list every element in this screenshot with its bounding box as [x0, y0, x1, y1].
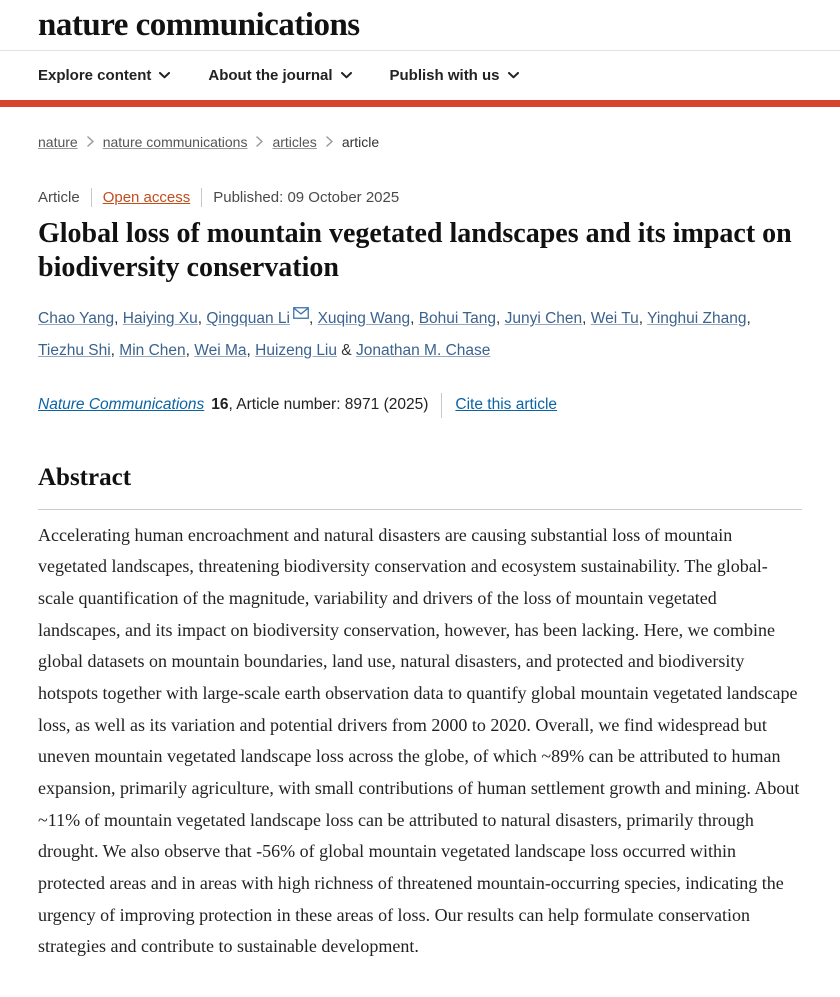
main-content: [0, 133, 840, 969]
breadcrumb-articles[interactable]: articles: [272, 133, 317, 150]
volume-number: 16: [211, 396, 229, 414]
author-separator: ,: [495, 310, 505, 328]
author-separator: ,: [638, 310, 648, 328]
author-separator: ,: [197, 310, 207, 328]
journal-link[interactable]: Nature Communications: [38, 396, 205, 414]
author-link[interactable]: Min Chen: [119, 341, 186, 359]
author-separator: ,: [114, 310, 123, 328]
author-link[interactable]: Jonathan M. Chase: [355, 341, 491, 359]
email-icon[interactable]: [293, 299, 309, 331]
main-nav: [0, 50, 840, 100]
abstract-section: [38, 464, 802, 969]
cite-this-article-link[interactable]: Cite this article: [455, 396, 558, 414]
author-link[interactable]: Tiezhu Shi: [38, 341, 111, 359]
author-link[interactable]: Junyi Chen: [504, 310, 583, 328]
chevron-right-icon: [256, 136, 263, 147]
breadcrumb-nature-communications[interactable]: nature communications: [102, 133, 248, 150]
citation-line: [38, 393, 802, 418]
author-link[interactable]: Bohui Tang: [418, 310, 496, 328]
author-link[interactable]: Wei Tu: [590, 310, 639, 328]
author-link[interactable]: Qingquan Li: [206, 310, 290, 328]
author-separator: ,: [246, 341, 256, 359]
breadcrumb-article: article: [341, 133, 380, 150]
divider: [201, 188, 202, 207]
author-separator: ,: [308, 310, 318, 328]
chevron-down-icon: [508, 72, 519, 79]
author-list: [38, 303, 802, 367]
author-separator: &: [337, 341, 356, 359]
breadcrumb: [38, 133, 802, 151]
author-separator: ,: [582, 310, 591, 328]
nav-explore-content[interactable]: [38, 67, 170, 84]
author-separator: ,: [746, 310, 751, 328]
published-date: Published: 09 October 2025: [213, 188, 400, 206]
nav-item-label: Publish with us: [389, 66, 500, 84]
journal-logo[interactable]: nature communications: [38, 7, 360, 43]
author-link[interactable]: Wei Ma: [194, 341, 247, 359]
divider: [441, 393, 442, 418]
chevron-down-icon: [159, 72, 170, 79]
article-type-label: Article: [38, 188, 80, 206]
section-divider: [38, 509, 802, 510]
site-header: [0, 0, 840, 50]
chevron-down-icon: [341, 72, 352, 79]
author-link[interactable]: Chao Yang: [38, 310, 115, 328]
abstract-heading: Abstract: [38, 463, 132, 491]
author-link[interactable]: Huizeng Liu: [255, 341, 337, 359]
author-separator: ,: [410, 310, 419, 328]
article-number-text: , Article number: 8971 (2025): [228, 396, 429, 414]
chevron-right-icon: [326, 136, 333, 147]
author-link[interactable]: Xuqing Wang: [317, 310, 411, 328]
open-access-link[interactable]: Open access: [102, 188, 191, 206]
breadcrumb-nature[interactable]: nature: [38, 133, 78, 150]
author-link[interactable]: Haiying Xu: [122, 310, 198, 328]
nav-publish-with-us[interactable]: [390, 67, 519, 84]
article-meta: [38, 188, 802, 207]
author-link[interactable]: Yinghui Zhang: [647, 310, 747, 328]
chevron-right-icon: [87, 136, 94, 147]
divider: [91, 188, 92, 207]
nav-item-label: About the journal: [208, 66, 333, 84]
author-separator: ,: [110, 341, 120, 359]
brand-accent-bar: [0, 100, 840, 107]
abstract-text: Accelerating human encroachment and natural disasters are causing substantial loss of mountain vegetated landscapes, threatening biodiversity conservation and ecosystem sustainability. The global-scale quantification of the magnitude, variability and drivers of the loss of mountain vegetated landscapes, and its impact on biodiversity conservation, however, has been lacking. Here, we combine global datasets on mountain boundaries, land use, natural disasters, and protected and biodiversity hotspots together with large-scale earth observation data to quantify global mountain vegetated landscape loss, as well as its variation and potential drivers from 2000 to 2020. Overall, we find widespread but uneven mountain vegetated landscape loss across the globe, of which ~89% can be attributed to human expansion, primarily agriculture, with small contributions of human settlement growth and mining. About ~11% of mountain vegetated landscape loss can be attributed to natural disasters, primarily through drought. We also observe that -56% of global mountain vegetated landscape loss occurred within protected areas and in areas with high richness of threatened mountain-occurring species, indicating the urgency of improving protection in these areas of loss. Our results can help formulate conservation strategies and contribute to sustainable development.: [38, 524, 800, 957]
nav-about-the-journal[interactable]: [208, 67, 351, 84]
author-separator: ,: [185, 341, 195, 359]
article-title: Global loss of mountain vegetated landscapes and its impact on biodiversity conservation: [38, 217, 792, 283]
nav-item-label: Explore content: [38, 66, 152, 84]
